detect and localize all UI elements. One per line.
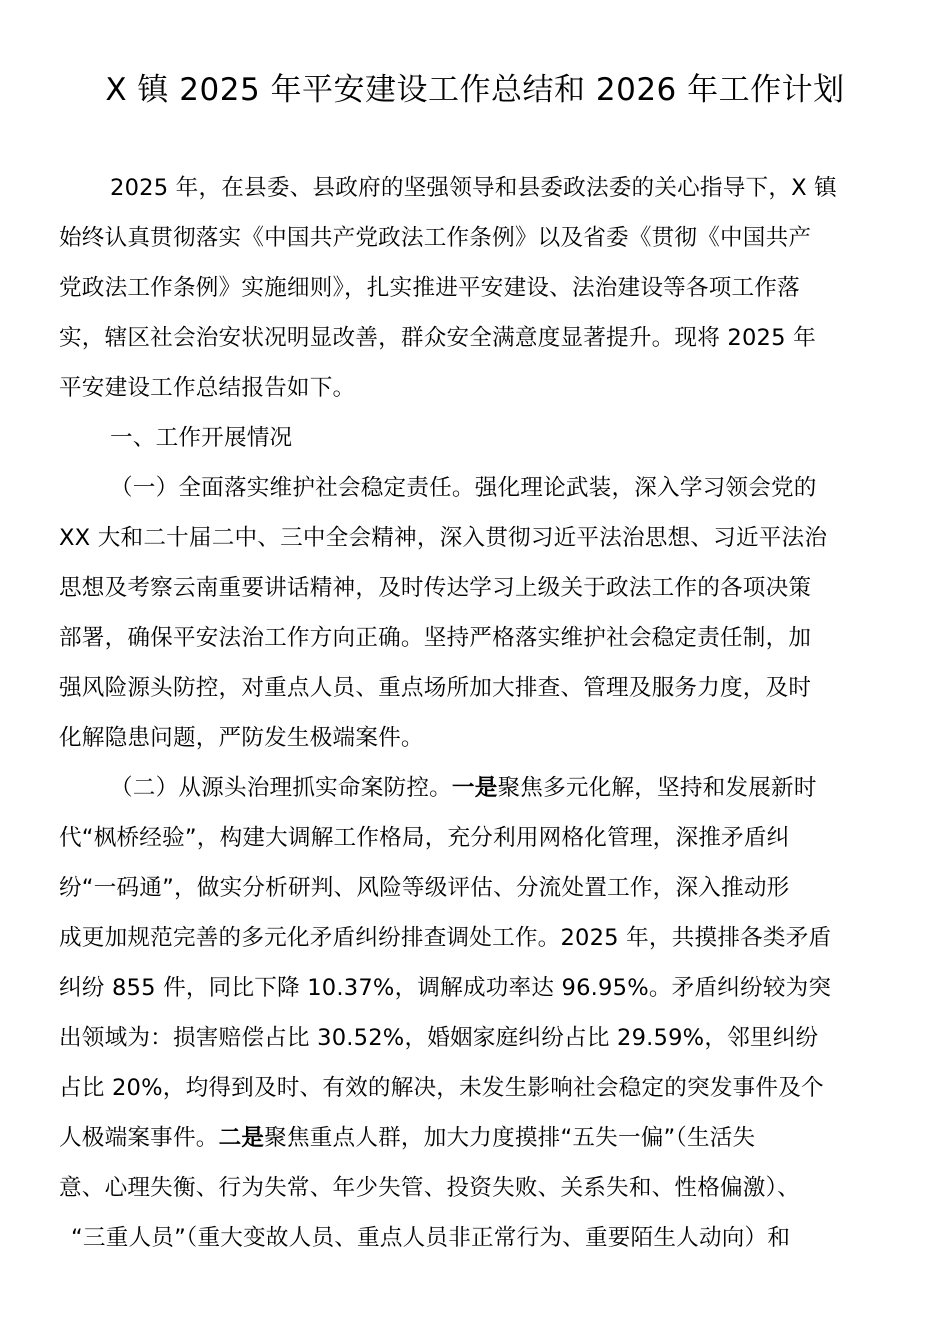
bold-emphasis: 二是 bbox=[218, 1125, 265, 1151]
text-line: 强风险源头防控，对重点人员、重点场所加大排查、管理及服务力度，及时 bbox=[59, 675, 812, 701]
text-line: 出领域为：损害赔偿占比 30.52%，婚姻家庭纠纷占比 29.59%，邻里纠纷 bbox=[59, 1025, 819, 1051]
text-run: 人极端案事件。 bbox=[59, 1125, 219, 1151]
text-line: 实，辖区社会治安状况明显改善，群众安全满意度显著提升。现将 2025 年 bbox=[59, 325, 816, 351]
text-line bbox=[59, 1113, 895, 1163]
subsection-heading-line: （一）全面落实维护社会稳定责任。强化理论武装，深入学习领会党的 bbox=[110, 475, 817, 501]
text-line: 部署，确保平安法治工作方向正确。坚持严格落实维护社会稳定责任制，加 bbox=[59, 625, 812, 651]
text-line: 成更加规范完善的多元化矛盾纠纷排查调处工作。2025 年，共摸排各类矛盾 bbox=[59, 925, 832, 951]
intro-paragraph bbox=[59, 163, 895, 413]
text-run: 聚焦重点人群，加大力度摸排“五失一偏”（生活失 bbox=[264, 1125, 756, 1151]
text-line: 始终认真贯彻落实《中国共产党政法工作条例》以及省委《贯彻《中国共产 bbox=[59, 225, 812, 251]
document-title: X 镇 2025 年平安建设工作总结和 2026 年工作计划 bbox=[105, 72, 845, 108]
text-line: 2025 年，在县委、县政府的坚强领导和县委政法委的关心指导下，X 镇 bbox=[110, 175, 837, 201]
text-run: 聚焦多元化解，坚持和发展新时 bbox=[497, 775, 817, 801]
document-body bbox=[59, 163, 895, 1263]
text-line: 化解隐患问题，严防发生极端案件。 bbox=[59, 725, 424, 751]
text-line: “三重人员”（重大变故人员、重点人员非正常行为、重要陌生人动向）和 bbox=[71, 1225, 791, 1251]
text-line: 纠纷 855 件，同比下降 10.37%，调解成功率达 96.95%。矛盾纠纷较为突 bbox=[59, 975, 832, 1001]
text-line: 党政法工作条例》实施细则》，扎实推进平安建设、法治建设等各项工作落 bbox=[59, 275, 800, 301]
section-heading: 一、工作开展情况 bbox=[110, 425, 293, 451]
text-run: （二）从源头治理抓实命案防控。 bbox=[110, 775, 452, 801]
subsection-2-paragraph bbox=[59, 763, 895, 1263]
text-line: 代“枫桥经验”，构建大调解工作格局，充分利用网格化管理，深推矛盾纠 bbox=[59, 825, 790, 851]
text-line: 思想及考察云南重要讲话精神，及时传达学习上级关于政法工作的各项决策 bbox=[59, 575, 812, 601]
text-line: XX 大和二十届二中、三中全会精神，深入贯彻习近平法治思想、习近平法治 bbox=[59, 525, 828, 551]
subsection-1-paragraph bbox=[59, 463, 895, 763]
bold-emphasis: 一是 bbox=[451, 775, 498, 801]
subsection-heading-line bbox=[59, 763, 895, 813]
text-line: 占比 20%，均得到及时、有效的解决，未发生影响社会稳定的突发事件及个 bbox=[59, 1075, 824, 1101]
text-line: 平安建设工作总结报告如下。 bbox=[59, 375, 356, 401]
text-line: 纷“一码通”，做实分析研判、风险等级评估、分流处置工作，深入推动形 bbox=[59, 875, 790, 901]
text-line: 意、心理失衡、行为失常、年少失管、投资失败、关系失和、性格偏激）、 bbox=[59, 1175, 800, 1201]
